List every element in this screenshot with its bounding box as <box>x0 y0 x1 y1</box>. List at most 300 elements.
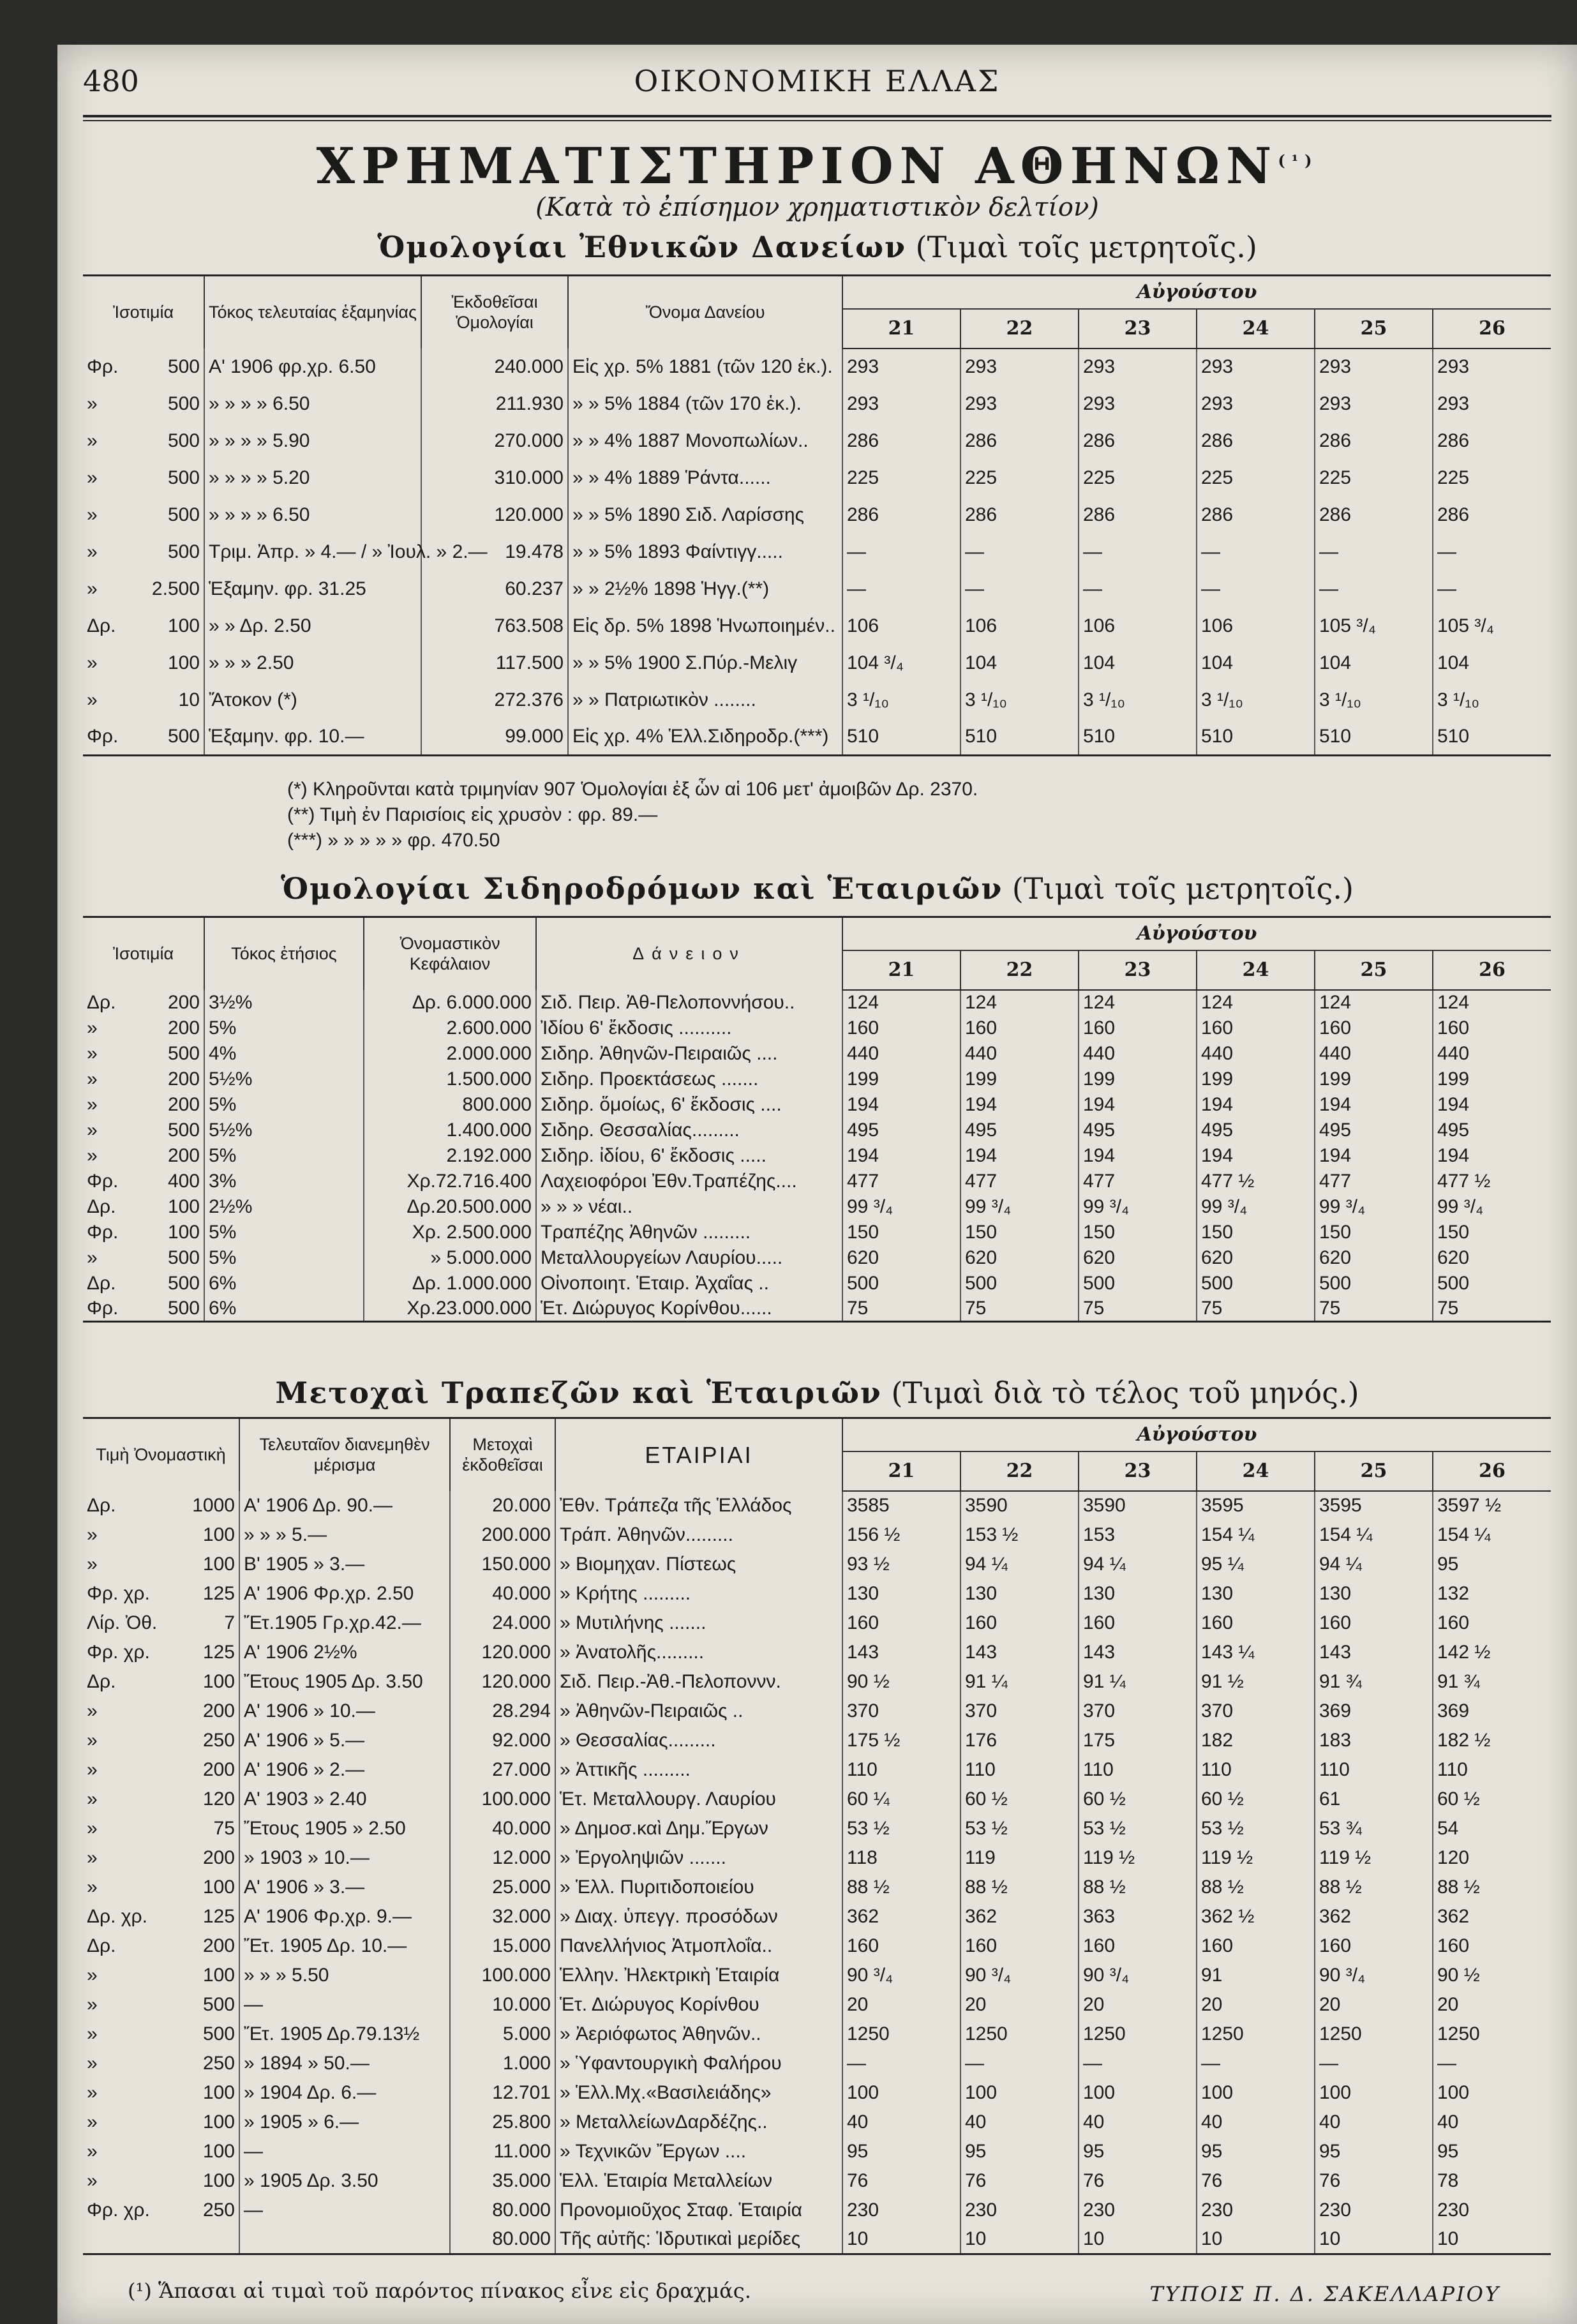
price-cell: 119 ½ <box>1315 1843 1433 1873</box>
price-cell: 3 ¹/₁₀ <box>1197 682 1315 719</box>
interest-cell: » » » » 5.20 <box>204 460 421 497</box>
price-cell: 286 <box>1197 497 1315 534</box>
shares-cell: 92.000 <box>450 1726 555 1755</box>
par-value: 100 <box>167 1196 200 1217</box>
table-row <box>83 2108 1551 2137</box>
section1-note-3: (***) » » » » » φρ. 470.50 <box>287 830 500 851</box>
price-cell: 99 ³/₄ <box>842 1194 960 1220</box>
par-value: 500 <box>167 504 200 525</box>
interest-cell: 3% <box>204 1169 364 1194</box>
day-header: 23 <box>1079 950 1197 990</box>
price-cell: 91 ¾ <box>1437 1670 1480 1692</box>
price-cell: 510 <box>1315 719 1433 756</box>
price-cell: 20 <box>1197 1990 1315 2020</box>
par-cell <box>83 2049 239 2078</box>
shares-cell: 12.000 <box>450 1843 555 1873</box>
dividend-cell: » 1903 » 10.— <box>239 1843 450 1873</box>
shares-cell: 40.000 <box>450 1579 555 1608</box>
price-cell: 160 <box>842 1608 960 1638</box>
price-cell: 105 ³/₄ <box>1315 608 1433 645</box>
price-cell: 293 <box>1079 349 1197 386</box>
dividend-cell: — <box>239 2196 450 2225</box>
par-cell <box>83 608 204 645</box>
price-cell: 477 ½ <box>1197 1169 1315 1194</box>
price-cell: 106 <box>960 608 1079 645</box>
loan-name-cell: Σιδ. Πειρ. Ἀθ-Πελοποννήσου.. <box>536 990 842 1016</box>
price-cell: 120 <box>1437 1847 1470 1868</box>
price-cell: 286 <box>960 423 1079 460</box>
price-cell: 1250 <box>960 2020 1079 2049</box>
price-cell: 440 <box>1197 1041 1315 1067</box>
company-name-cell: » Ἑλλ. Πυριτιδοποιείου <box>555 1873 842 1902</box>
price-cell: 10 <box>1433 2225 1551 2254</box>
par-value: 100 <box>167 1221 200 1243</box>
price-cell: 130 <box>1079 1579 1197 1608</box>
dividend-cell: — <box>239 2137 450 2166</box>
price-cell: 3 ¹/₁₀ <box>1315 682 1433 719</box>
price-cell: 160 <box>960 1608 1079 1638</box>
interest-cell: Ἑξαμην. φρ. 10.— <box>204 719 421 756</box>
loan-name-cell: Εἰς χρ. 4% Ἑλλ.Σιδηροδρ.(***) <box>568 719 842 756</box>
price-cell: 3 ¹/₁₀ <box>1437 689 1479 710</box>
table-row <box>83 1579 1551 1608</box>
currency-label: » <box>87 2170 98 2191</box>
price-cell: 40 <box>1079 2108 1197 2137</box>
section3-title-bold: Μετοχαὶ Τραπεζῶν καὶ Ἑταιριῶν <box>275 1376 882 1410</box>
price-cell: 194 <box>842 1092 960 1118</box>
currency-label: Δρ. <box>87 991 116 1013</box>
par-cell <box>83 719 204 756</box>
loan-name-cell: Σιδηρ. Προεκτάσεως ....... <box>536 1067 842 1092</box>
par-value: 75 <box>213 1817 235 1839</box>
price-cell: — <box>960 2049 1079 2078</box>
price-cell: 100 <box>1197 2078 1315 2108</box>
currency-label: Φρ. <box>87 1221 119 1243</box>
currency-label: » <box>87 541 98 562</box>
currency-label: » <box>87 1093 98 1115</box>
company-name-cell: » Δημοσ.καὶ Δημ.Ἔργων <box>555 1814 842 1843</box>
shares-cell: 80.000 <box>450 2225 555 2254</box>
par-value: 500 <box>167 1247 200 1268</box>
issued-cell: 763.508 <box>421 608 568 645</box>
day-header: 22 <box>960 1451 1079 1491</box>
price-cell: 293 <box>1315 349 1433 386</box>
day-header: 26 <box>1433 309 1551 349</box>
currency-label: » <box>87 1247 98 1268</box>
par-cell <box>83 1194 204 1220</box>
par-cell <box>83 1873 239 1902</box>
table-row <box>83 990 1551 1016</box>
currency-label: » <box>87 2052 98 2074</box>
price-cell: 183 <box>1315 1726 1433 1755</box>
price-cell: 110 <box>960 1755 1079 1785</box>
currency-label: Φρ. <box>87 356 119 377</box>
interest-cell: 6% <box>204 1271 364 1296</box>
table-row <box>83 497 1551 534</box>
price-cell: 53 ½ <box>1079 1814 1197 1843</box>
price-cell: 500 <box>1437 1272 1470 1294</box>
price-cell: 76 <box>960 2166 1079 2196</box>
price-cell: 130 <box>842 1579 960 1608</box>
table-row <box>83 1961 1551 1990</box>
par-cell <box>83 1143 204 1169</box>
table-row <box>83 460 1551 497</box>
day-header: 25 <box>1315 1451 1433 1491</box>
day-header: 25 <box>1315 950 1433 990</box>
currency-label: Φρ. <box>87 1297 119 1319</box>
price-cell: 182 ½ <box>1437 1729 1491 1751</box>
price-cell: 61 <box>1315 1785 1433 1814</box>
issued-cell: 19.478 <box>421 534 568 571</box>
price-cell: 194 <box>960 1143 1079 1169</box>
price-cell: 440 <box>842 1041 960 1067</box>
currency-label: » <box>87 1017 98 1038</box>
currency-label: » <box>87 393 98 414</box>
col-kefalaion: Ὀνομαστικὸν Κεφάλαιον <box>364 917 536 990</box>
par-value: 200 <box>167 1068 200 1090</box>
price-cell: 100 <box>1315 2078 1433 2108</box>
shares-cell: 10.000 <box>450 1990 555 2020</box>
price-cell: 88 ½ <box>1197 1873 1315 1902</box>
interest-cell: 5% <box>204 1016 364 1041</box>
currency-label: Φρ. <box>87 1170 119 1192</box>
table-row <box>83 1118 1551 1143</box>
price-cell: 99 ³/₄ <box>1079 1194 1197 1220</box>
price-cell: 3 ¹/₁₀ <box>1079 682 1197 719</box>
section3-title-rest: (Τιμαὶ διὰ τὸ τέλος τοῦ μηνός.) <box>891 1376 1359 1410</box>
price-cell: 199 <box>1437 1068 1470 1090</box>
company-name-cell: Ἑτ. Διώρυγος Κορίνθου <box>555 1990 842 2020</box>
price-cell: 160 <box>1437 1017 1470 1038</box>
price-cell: 150 <box>1437 1221 1470 1243</box>
company-name-cell: » Ἑλλ.Μχ.«Βασιλειάδης» <box>555 2078 842 2108</box>
price-cell: 53 ½ <box>842 1814 960 1843</box>
price-cell: 95 <box>1437 1553 1459 1575</box>
table-row <box>83 1843 1551 1873</box>
price-cell: 91 ¾ <box>1315 1667 1433 1697</box>
company-name-cell: » Ἀεριόφωτος Ἀθηνῶν.. <box>555 2020 842 2049</box>
dividend-cell: Ἔτ. 1905 Δρ.79.13½ <box>239 2020 450 2049</box>
table-row <box>83 1143 1551 1169</box>
interest-cell: 5½% <box>204 1118 364 1143</box>
loan-name-cell: » » 4% 1889 Ῥάντα...... <box>568 460 842 497</box>
company-name-cell: » Ἀθηνῶν-Πειραιῶς .. <box>555 1697 842 1726</box>
currency-label: Δρ. <box>87 1670 116 1692</box>
price-cell: 53 ¾ <box>1315 1814 1433 1843</box>
dividend-cell: » 1905 » 6.— <box>239 2108 450 2137</box>
price-cell: 369 <box>1315 1697 1433 1726</box>
price-cell: 124 <box>842 990 960 1016</box>
col-metochai: Μετοχαὶ ἐκδοθεῖσαι <box>450 1418 555 1491</box>
price-cell: 95 <box>1079 2137 1197 2166</box>
par-cell <box>83 571 204 608</box>
price-cell: 510 <box>1197 719 1315 756</box>
loan-name-cell: Σιδηρ. ἰδίου, 6' ἔκδοσις ..... <box>536 1143 842 1169</box>
issued-cell: 60.237 <box>421 571 568 608</box>
price-cell: 369 <box>1437 1700 1470 1721</box>
company-name-cell: Τῆς αὐτῆς: Ἱδρυτικαὶ μερίδες <box>555 2225 842 2254</box>
par-value: 500 <box>167 467 200 488</box>
company-name-cell: Προνομιοῦχος Σταφ. Ἑταιρία <box>555 2196 842 2225</box>
table-row <box>83 423 1551 460</box>
par-value: 200 <box>202 1700 235 1721</box>
journal-title: ΟΙΚΟΝΟΜΙΚΗ ΕΛΛΑΣ <box>634 64 1001 98</box>
par-value: 100 <box>167 652 200 673</box>
capital-cell: 2.192.000 <box>364 1143 536 1169</box>
loan-name-cell: Τραπέζης Ἀθηνῶν ......... <box>536 1220 842 1245</box>
currency-label: » <box>87 2111 98 2133</box>
table-row <box>83 1608 1551 1638</box>
footnote: (¹) Ἅπασαι αἱ τιμαὶ τοῦ παρόντος πίνακος εἶνε εἰς δραχμάς. <box>128 2279 751 2303</box>
dividend-cell: » 1904 Δρ. 6.— <box>239 2078 450 2108</box>
currency-label: » <box>87 1876 98 1898</box>
price-cell: 620 <box>842 1245 960 1271</box>
price-cell: 293 <box>1315 386 1433 423</box>
price-cell: 230 <box>1197 2196 1315 2225</box>
price-cell: 286 <box>1437 430 1470 451</box>
price-cell: 495 <box>1437 1119 1470 1141</box>
col-timi: Τιμὴ Ὀνομαστικὴ <box>83 1418 239 1491</box>
price-cell: — <box>842 2049 960 2078</box>
price-cell: 230 <box>960 2196 1079 2225</box>
table-row <box>83 1902 1551 1931</box>
table-row <box>83 2225 1551 2254</box>
price-cell: 54 <box>1437 1817 1459 1839</box>
price-cell: 76 <box>1197 2166 1315 2196</box>
price-cell: 104 <box>1437 652 1470 673</box>
col-isotimia: Ἰσοτιμία <box>83 917 204 990</box>
section1-note-2: (**) Τιμὴ ἐν Παρισίοις εἰς χρυσὸν : φρ. 89.— <box>287 804 658 825</box>
company-name-cell: Ἑλλην. Ἠλεκτρικὴ Ἑταιρία <box>555 1961 842 1990</box>
par-value: 100 <box>202 2140 235 2162</box>
price-cell: — <box>960 534 1079 571</box>
table-row <box>83 1550 1551 1579</box>
par-value: 200 <box>202 1935 235 1956</box>
par-cell <box>83 1169 204 1194</box>
price-cell: 40 <box>1437 2111 1459 2133</box>
main-title-note: (¹) <box>1278 151 1319 170</box>
running-head <box>57 45 1577 115</box>
par-value: 100 <box>202 1876 235 1898</box>
interest-cell: » » » 2.50 <box>204 645 421 682</box>
price-cell: 110 <box>1437 1758 1468 1780</box>
price-cell: 160 <box>1437 1612 1470 1633</box>
price-cell: 130 <box>1315 1579 1433 1608</box>
price-cell: 60 ¼ <box>842 1785 960 1814</box>
day-header: 21 <box>842 309 960 349</box>
par-cell <box>83 1785 239 1814</box>
loan-name-cell: » » 5% 1893 Φαίντιγγ..... <box>568 534 842 571</box>
price-cell: 495 <box>1315 1118 1433 1143</box>
shares-cell: 5.000 <box>450 2020 555 2049</box>
table-row <box>83 1755 1551 1785</box>
issued-cell: 99.000 <box>421 719 568 756</box>
price-cell: — <box>1197 571 1315 608</box>
price-cell: 225 <box>1437 467 1470 488</box>
price-cell: 142 ½ <box>1437 1641 1491 1663</box>
price-cell: 440 <box>960 1041 1079 1067</box>
price-cell: 94 ¼ <box>1315 1550 1433 1579</box>
dividend-cell: Α' 1906 Φρ.χρ. 9.— <box>239 1902 450 1931</box>
par-value: 100 <box>202 1670 235 1692</box>
price-cell: 194 <box>1079 1092 1197 1118</box>
dividend-cell: Α' 1906 Φρ.χρ. 2.50 <box>239 1579 450 1608</box>
price-cell: 88 ½ <box>1315 1873 1433 1902</box>
issued-cell: 120.000 <box>421 497 568 534</box>
price-cell: 293 <box>1079 386 1197 423</box>
shares-cell: 15.000 <box>450 1931 555 1961</box>
price-cell: 194 <box>1315 1092 1433 1118</box>
currency-label: » <box>87 467 98 488</box>
subtitle: (Κατὰ τὸ ἐπίσημον χρηματιστικὸν δελτίον) <box>535 193 1099 222</box>
price-cell: 95 <box>842 2137 960 2166</box>
price-cell: 3585 <box>842 1491 960 1520</box>
table-row <box>83 386 1551 423</box>
issued-cell: 272.376 <box>421 682 568 719</box>
price-cell: 100 <box>960 2078 1079 2108</box>
price-cell: — <box>1315 534 1433 571</box>
price-cell: 20 <box>842 1990 960 2020</box>
price-cell: 10 <box>1315 2225 1433 2254</box>
par-cell <box>83 1961 239 1990</box>
par-value: 500 <box>167 1042 200 1064</box>
price-cell: 199 <box>1079 1067 1197 1092</box>
price-cell: 160 <box>842 1931 960 1961</box>
price-cell: 93 ½ <box>842 1550 960 1579</box>
par-cell <box>83 1296 204 1322</box>
table-row <box>83 1990 1551 2020</box>
shares-cell: 28.294 <box>450 1697 555 1726</box>
par-cell <box>83 1814 239 1843</box>
price-cell: 510 <box>842 719 960 756</box>
shares-cell: 27.000 <box>450 1755 555 1785</box>
loan-name-cell: » » 5% 1900 Σ.Πύρ.-Μελιγ <box>568 645 842 682</box>
price-cell: 194 <box>1197 1143 1315 1169</box>
price-cell: 510 <box>1433 719 1551 756</box>
table-row <box>83 1697 1551 1726</box>
price-cell: 119 ½ <box>1197 1843 1315 1873</box>
price-cell: 104 <box>1197 645 1315 682</box>
shares-cell: 1.000 <box>450 2049 555 2078</box>
table-row <box>83 1016 1551 1041</box>
price-cell: 153 <box>1079 1520 1197 1550</box>
company-name-cell: » Ἐργοληψιῶν ....... <box>555 1843 842 1873</box>
price-cell: 104 <box>1079 645 1197 682</box>
price-cell: 500 <box>960 1271 1079 1296</box>
table-row <box>83 1785 1551 1814</box>
price-cell: 95 <box>1315 2137 1433 2166</box>
price-cell: 119 <box>960 1843 1079 1873</box>
currency-label: Φρ. <box>87 725 119 747</box>
currency-label: » <box>87 689 98 710</box>
par-cell <box>83 1755 239 1785</box>
price-cell: 194 <box>1437 1093 1470 1115</box>
price-cell: 90 ³/₄ <box>960 1961 1079 1990</box>
currency-label: » <box>87 1817 98 1839</box>
currency-label: » <box>87 1788 98 1810</box>
price-cell: 3595 <box>1315 1491 1433 1520</box>
price-cell: 3590 <box>1079 1491 1197 1520</box>
capital-cell: 800.000 <box>364 1092 536 1118</box>
price-cell: 10 <box>960 2225 1079 2254</box>
price-cell: 106 <box>842 608 960 645</box>
shares-cell: 120.000 <box>450 1667 555 1697</box>
price-cell: 293 <box>960 349 1079 386</box>
dividend-cell: Α' 1903 » 2.40 <box>239 1785 450 1814</box>
price-cell: 500 <box>1315 1271 1433 1296</box>
shares-cell: 24.000 <box>450 1608 555 1638</box>
month-header: Αὐγούστου <box>842 917 1551 950</box>
par-cell <box>83 1220 204 1245</box>
par-value: 100 <box>202 1553 235 1575</box>
price-cell: 194 <box>960 1092 1079 1118</box>
price-cell: — <box>1437 578 1456 599</box>
par-cell <box>83 1608 239 1638</box>
price-cell: 286 <box>1079 497 1197 534</box>
price-cell: 194 <box>1197 1092 1315 1118</box>
price-cell: 75 <box>1197 1296 1315 1322</box>
par-value: 125 <box>202 1905 235 1927</box>
price-cell: 99 ³/₄ <box>1315 1194 1433 1220</box>
interest-cell: 5½% <box>204 1067 364 1092</box>
par-value: 500 <box>202 2023 235 2044</box>
price-cell: 1250 <box>1197 2020 1315 2049</box>
par-cell <box>83 1016 204 1041</box>
price-cell: 160 <box>1315 1608 1433 1638</box>
shares-cell: 25.000 <box>450 1873 555 1902</box>
price-cell: 110 <box>1079 1755 1197 1785</box>
price-cell: 20 <box>1079 1990 1197 2020</box>
price-cell: — <box>960 571 1079 608</box>
dividend-cell: Α' 1906 » 10.— <box>239 1697 450 1726</box>
price-cell: 10 <box>842 2225 960 2254</box>
price-cell: 230 <box>1315 2196 1433 2225</box>
par-cell <box>83 423 204 460</box>
price-cell: 88 ½ <box>1079 1873 1197 1902</box>
company-name-cell: » Μυτιλήνης ....... <box>555 1608 842 1638</box>
company-name-cell: » Βιομηχαν. Πίστεως <box>555 1550 842 1579</box>
col-ekdothisai: Ἐκδοθεῖσαι Ὁμολογίαι <box>421 276 568 349</box>
currency-label: » <box>87 1144 98 1166</box>
shares-cell: 150.000 <box>450 1550 555 1579</box>
loan-name-cell: Μεταλλουργείων Λαυρίου..... <box>536 1245 842 1271</box>
price-cell: 620 <box>1079 1245 1197 1271</box>
price-cell: 124 <box>1437 992 1470 1013</box>
price-cell: 286 <box>1315 423 1433 460</box>
main-title <box>57 137 1577 195</box>
par-cell <box>83 460 204 497</box>
currency-label: » <box>87 1524 98 1545</box>
shares-cell: 32.000 <box>450 1902 555 1931</box>
price-cell: — <box>842 534 960 571</box>
price-cell: 91 ¼ <box>1079 1667 1197 1697</box>
par-cell <box>83 497 204 534</box>
table-row <box>83 1667 1551 1697</box>
price-cell: 230 <box>1437 2199 1470 2221</box>
par-value: 500 <box>167 393 200 414</box>
currency-label: Δρ. <box>87 1196 116 1217</box>
currency-label: Φρ. χρ. <box>87 1641 150 1663</box>
price-cell: 477 <box>1079 1169 1197 1194</box>
price-cell: 1250 <box>842 2020 960 2049</box>
table-row <box>83 1873 1551 1902</box>
price-cell: 194 <box>1315 1143 1433 1169</box>
price-cell: 124 <box>960 990 1079 1016</box>
interest-cell: » » Δρ. 2.50 <box>204 608 421 645</box>
price-cell: 199 <box>1197 1067 1315 1092</box>
price-cell: — <box>1197 2049 1315 2078</box>
col-tokos: Τόκος τελευταίας ἑξαμηνίας <box>204 276 421 349</box>
